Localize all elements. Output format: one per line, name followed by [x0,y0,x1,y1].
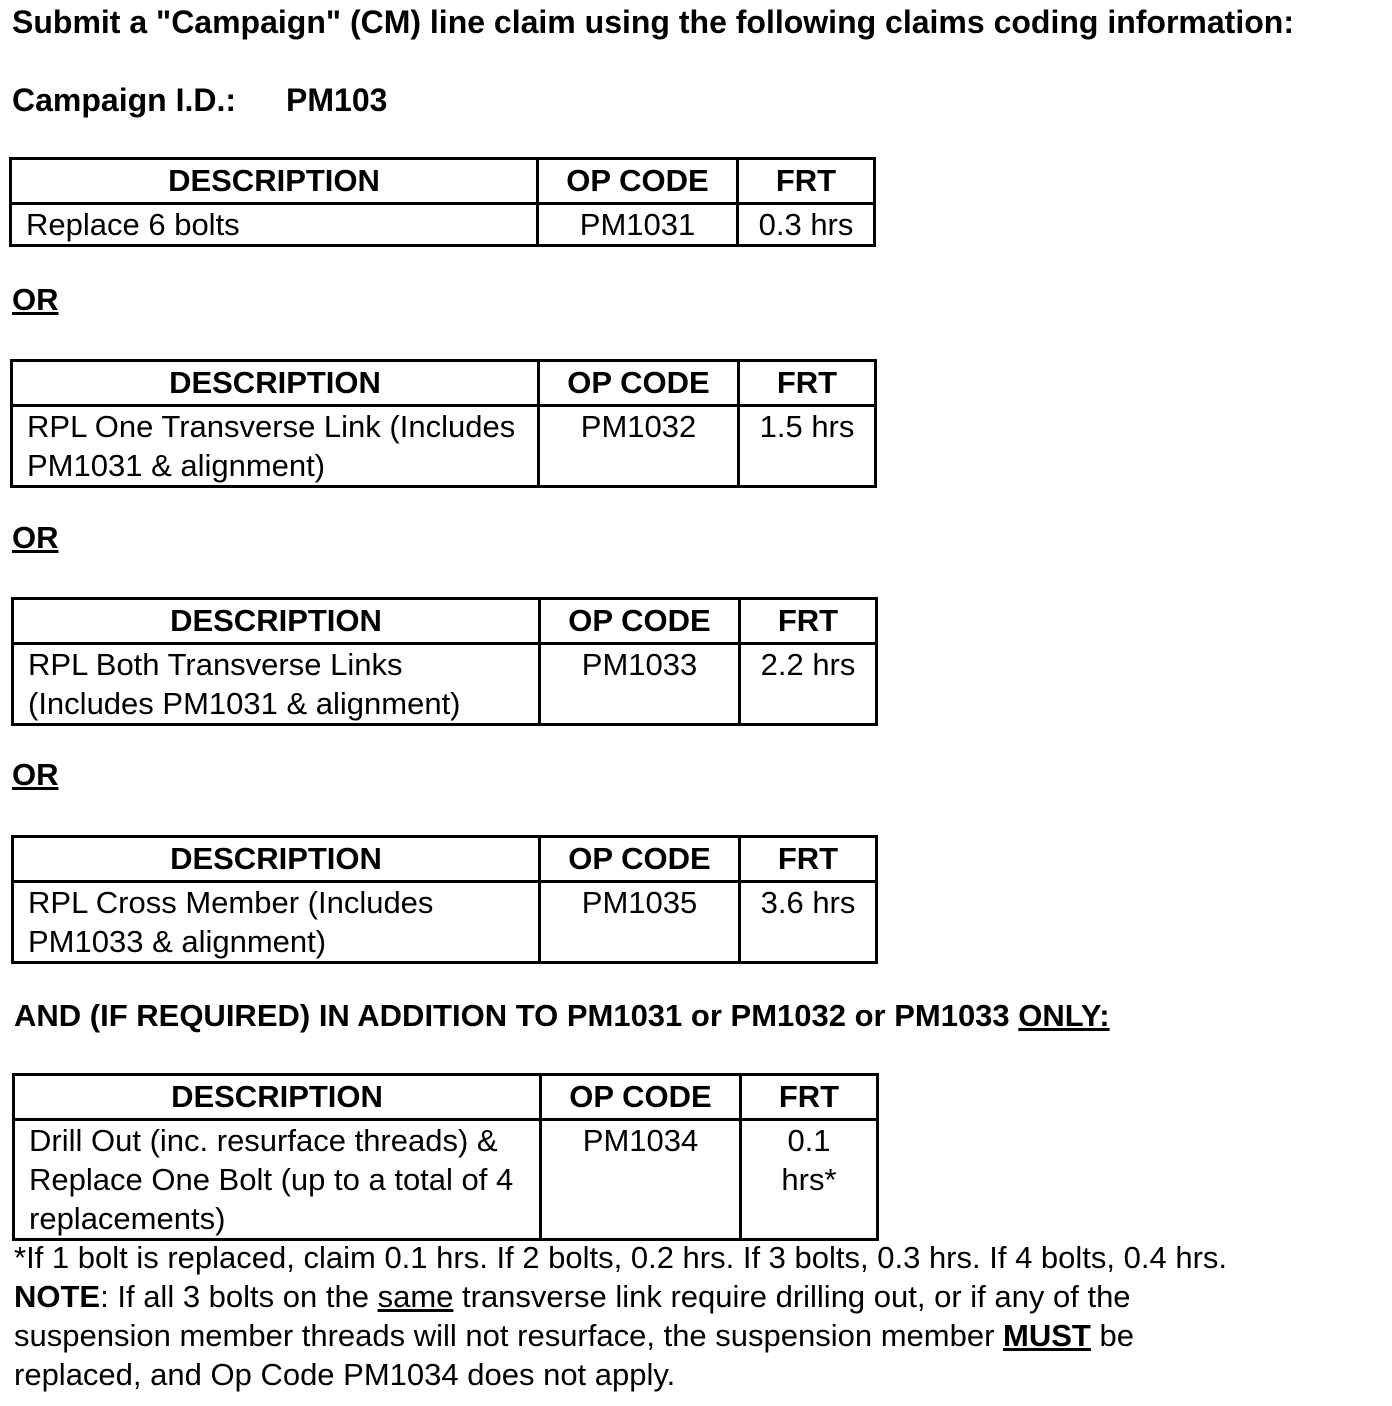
note-label: NOTE [14,1279,101,1314]
page-title: Submit a "Campaign" (CM) line claim using the following claims coding information: [12,4,1294,40]
campaign-id-label: Campaign I.D.: [12,82,237,118]
frt-header: FRT [738,159,875,204]
frt-cell: 0.1 hrs* [741,1120,878,1240]
description-cell: Replace 6 bolts [11,204,538,246]
claim-table-1 [9,157,876,247]
description-header: DESCRIPTION [13,599,540,644]
op-code-header: OP CODE [538,159,738,204]
frt-cell: 0.3 hrs [738,204,875,246]
footnote: *If 1 bolt is replaced, claim 0.1 hrs. If 2 bolts, 0.2 hrs. If 3 bolts, 0.3 hrs. If 4 bolts, 0.4 hrs. [14,1240,1228,1275]
or-separator: OR [12,520,59,555]
or-separator: OR [12,757,59,792]
description-cell: Drill Out (inc. resurface threads) & Replace One Bolt (up to a total of 4 replacements) [14,1120,541,1240]
description-header: DESCRIPTION [11,159,538,204]
description-header: DESCRIPTION [14,1075,541,1120]
addition-text: AND (IF REQUIRED) IN ADDITION TO PM1031 or PM1032 or PM1033 [14,998,1019,1033]
op-code-cell: PM1032 [539,406,739,487]
note-text: transverse link require drilling out, or if any of the [453,1279,1131,1314]
op-code-cell: PM1033 [540,644,740,725]
table-row [14,1120,878,1240]
addition-heading [14,998,1110,1034]
description-header: DESCRIPTION [12,361,539,406]
frt-header: FRT [740,599,877,644]
note-text: suspension member threads will not resurface, the suspension member [14,1318,1004,1353]
note-line-2 [14,1316,1134,1355]
campaign-id-line [12,82,387,119]
op-code-header: OP CODE [541,1075,741,1120]
op-code-header: OP CODE [540,599,740,644]
op-code-header: OP CODE [540,837,740,882]
frt-header: FRT [740,837,877,882]
description-cell: RPL One Transverse Link (Includes PM1031 & alignment) [12,406,539,487]
frt-cell: 1.5 hrs [739,406,876,487]
or-separator: OR [12,282,59,317]
claim-table-4 [11,835,878,964]
addition-emphasis: ONLY: [1018,998,1110,1033]
note-text: be [1090,1318,1134,1353]
note-line-1 [14,1277,1131,1316]
table-row [13,644,877,725]
note-text: : If all 3 bolts on the [100,1279,378,1314]
op-code-header: OP CODE [539,361,739,406]
description-cell: RPL Cross Member (Includes PM1033 & alignment) [13,882,540,963]
claim-table-5 [12,1073,879,1241]
claim-table-2 [10,359,877,488]
op-code-cell: PM1034 [541,1120,741,1240]
description-header: DESCRIPTION [13,837,540,882]
claim-table-3 [11,597,878,726]
frt-cell: 3.6 hrs [740,882,877,963]
note-same: same [377,1279,454,1314]
op-code-cell: PM1031 [538,204,738,246]
table-row [12,406,876,487]
frt-header: FRT [739,361,876,406]
note-must: MUST [1003,1318,1091,1353]
description-cell: RPL Both Transverse Links (Includes PM1031 & alignment) [13,644,540,725]
frt-header: FRT [741,1075,878,1120]
campaign-id-value: PM103 [286,82,388,118]
table-row [11,204,875,246]
frt-cell: 2.2 hrs [740,644,877,725]
op-code-cell: PM1035 [540,882,740,963]
table-row [13,882,877,963]
note-line-3: replaced, and Op Code PM1034 does not apply. [14,1357,676,1392]
